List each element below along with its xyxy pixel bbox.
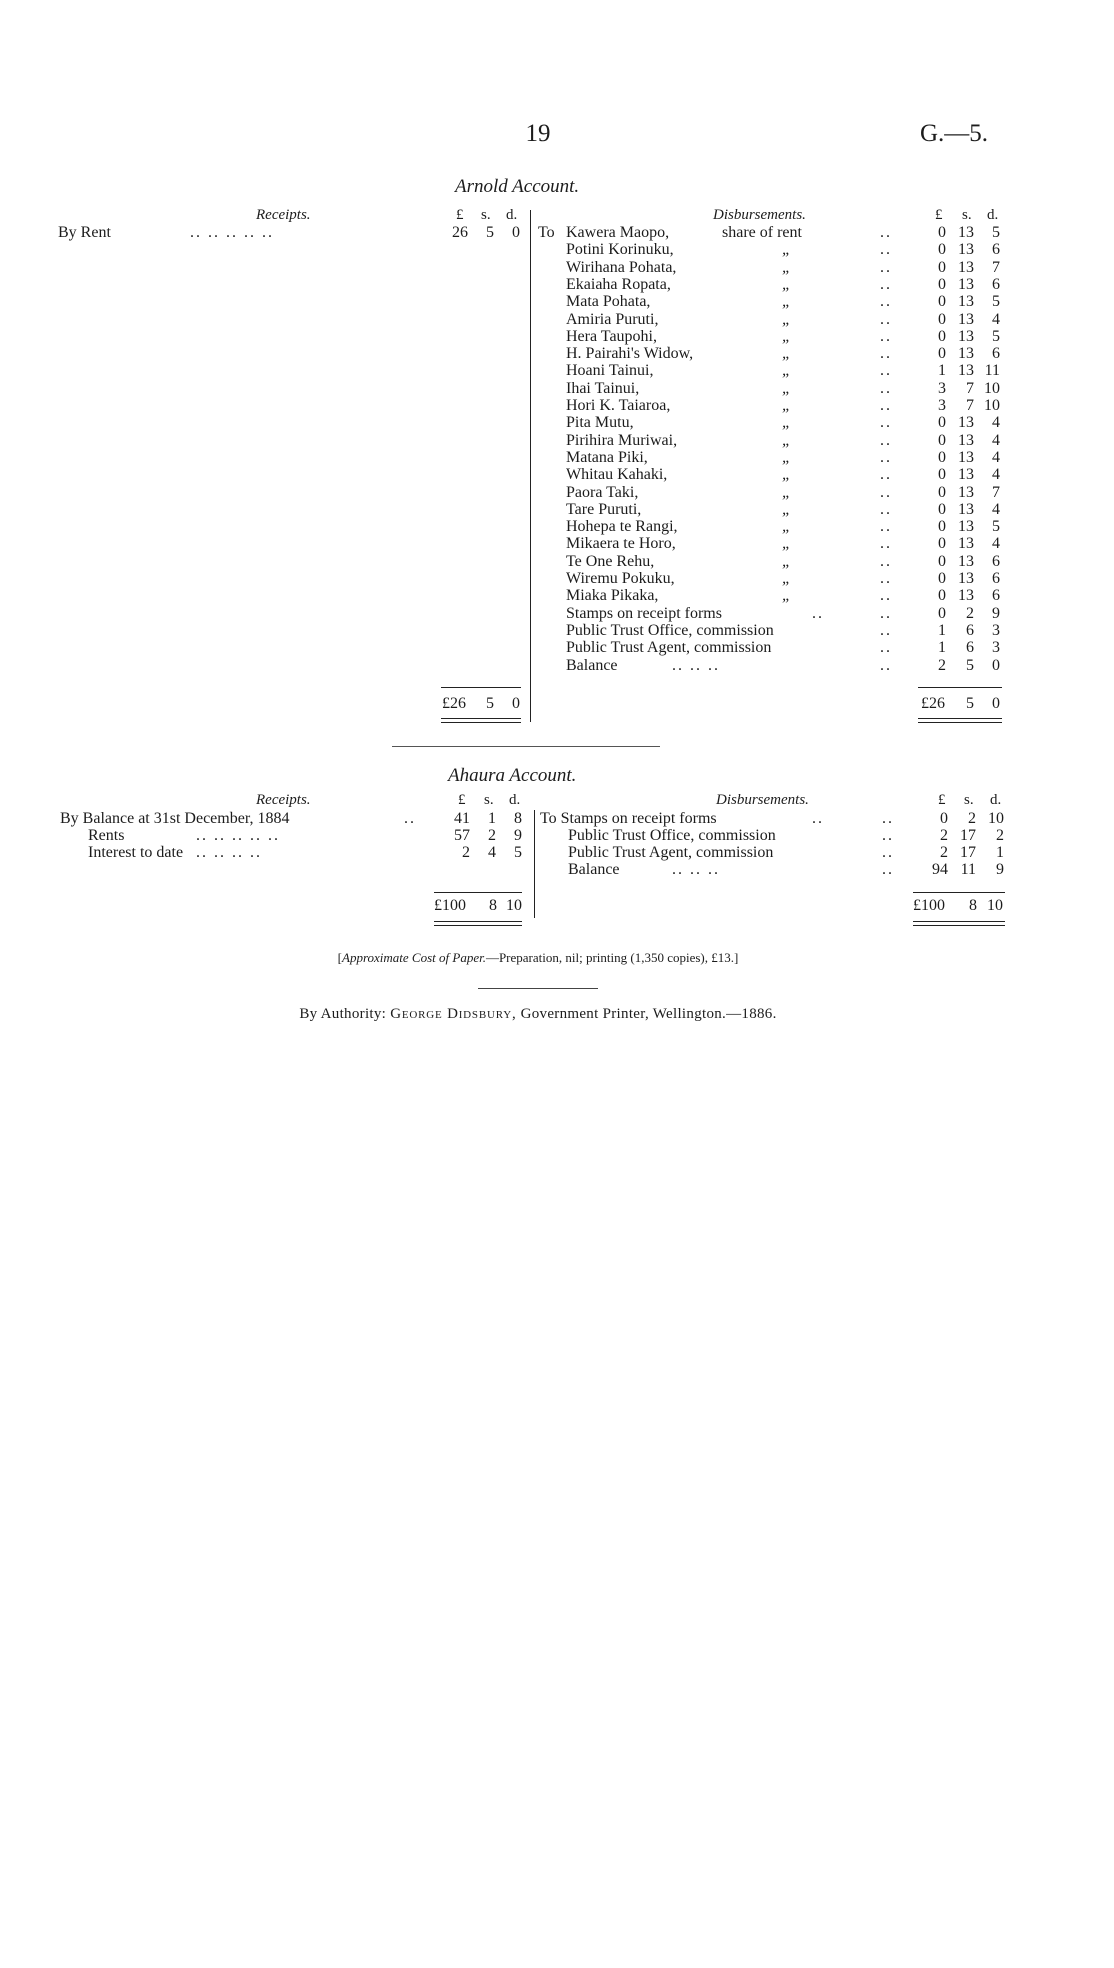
leader-dots: .. xyxy=(880,466,892,483)
ditto-mark: „ xyxy=(782,259,791,276)
imprint-rest: Government Printer, Wellington.—1886. xyxy=(520,1006,777,1022)
leader-dots: .. xyxy=(880,622,892,639)
ahaura-rule-above-total-left xyxy=(434,892,522,893)
arnold-double-rule-left-2 xyxy=(441,722,521,723)
leader-dots: .. xyxy=(880,224,892,241)
arnold-rule-above-total-left xyxy=(441,687,521,688)
arnold-col-pence-right: d. xyxy=(987,207,999,223)
arnold-share-of-rent: share of rent xyxy=(722,224,802,241)
leader-dots: .. .. .. .. .. xyxy=(196,827,280,844)
amount-pounds: 0 xyxy=(938,241,946,258)
amount-shillings: 13 xyxy=(958,570,974,587)
amount-pounds: 0 xyxy=(938,484,946,501)
ditto-mark: „ xyxy=(782,276,791,293)
cost-footnote: [Approximate Cost of Paper.—Preparation, nil; printing (1,350 copies), £13.] xyxy=(337,950,739,965)
arnold-col-pounds-right: £ xyxy=(935,207,943,223)
amount-pounds: 0 xyxy=(938,259,946,276)
amount-shillings: 17 xyxy=(960,844,976,861)
amount-shillings: 7 xyxy=(966,397,974,414)
ahaura-double-rule-left-1 xyxy=(434,921,522,922)
amount-shillings: 13 xyxy=(958,518,974,535)
ahaura-double-rule-left-2 xyxy=(434,925,522,926)
amount-pence: 5 xyxy=(992,293,1000,310)
ahaura-total-shillings-right: 8 xyxy=(969,897,977,914)
section-separator xyxy=(392,746,660,747)
amount-shillings: 1 xyxy=(488,810,496,827)
ditto-mark: „ xyxy=(782,414,791,431)
payee-name: Mata Pohata, xyxy=(566,293,651,310)
leader-dots: .. xyxy=(880,362,892,379)
arnold-double-rule-right-2 xyxy=(918,722,1002,723)
ahaura-total-pounds-left: £100 xyxy=(434,897,466,914)
amount-shillings: 13 xyxy=(958,311,974,328)
payee-name: Kawera Maopo, xyxy=(566,224,670,241)
amount-pounds: 0 xyxy=(938,311,946,328)
amount-pounds: 57 xyxy=(454,827,470,844)
ditto-mark: „ xyxy=(782,380,791,397)
leader-dots: .. xyxy=(880,259,892,276)
amount-pence: 6 xyxy=(992,553,1000,570)
ditto-mark: „ xyxy=(782,518,791,535)
amount-pounds: 1 xyxy=(938,362,946,379)
leader-dots: .. xyxy=(880,276,892,293)
ditto-mark: „ xyxy=(782,397,791,414)
payee-name: Amiria Puruti, xyxy=(566,311,659,328)
amount-pounds: 0 xyxy=(938,449,946,466)
cost-footnote-italic: Approximate Cost of Paper. xyxy=(342,950,486,965)
amount-shillings: 13 xyxy=(958,553,974,570)
ditto-mark: „ xyxy=(782,362,791,379)
ahaura-col-pence-right: d. xyxy=(990,792,1002,808)
amount-pence: 7 xyxy=(992,484,1000,501)
printer-imprint xyxy=(0,1006,1076,1023)
amount-pence: 4 xyxy=(992,466,1000,483)
arnold-total-pence-left: 0 xyxy=(512,695,520,712)
amount-pence: 11 xyxy=(984,362,1000,379)
payee-name: Public Trust Agent, commission xyxy=(566,639,772,656)
payee-name: Wiremu Pokuku, xyxy=(566,570,675,587)
leader-dots: .. xyxy=(880,432,892,449)
ditto-mark: „ xyxy=(782,328,791,345)
amount-pounds: 0 xyxy=(938,570,946,587)
ahaura-col-pounds-right: £ xyxy=(938,792,946,808)
amount-shillings: 13 xyxy=(958,345,974,362)
payee-name: Potini Korinuku, xyxy=(566,241,674,258)
leader-dots: .. xyxy=(880,449,892,466)
amount-pounds: 2 xyxy=(938,657,946,674)
payee-name: Ekaiaha Ropata, xyxy=(566,276,671,293)
arnold-column-divider xyxy=(530,210,531,722)
leader-dots: .. .. .. xyxy=(672,657,720,674)
arnold-receipt-leader: .. .. .. .. .. xyxy=(190,224,274,241)
amount-pounds: 0 xyxy=(938,518,946,535)
payee-name: H. Pairahi's Widow, xyxy=(566,345,694,362)
amount-shillings: 13 xyxy=(958,276,974,293)
ahaura-total-pence-left: 10 xyxy=(506,897,522,914)
ahaura-col-shillings-left: s. xyxy=(484,792,494,808)
amount-shillings: 11 xyxy=(960,861,976,878)
amount-shillings: 5 xyxy=(966,657,974,674)
leader-dots: .. xyxy=(880,414,892,431)
arnold-col-shillings-left: s. xyxy=(481,207,491,223)
amount-shillings: 2 xyxy=(488,827,496,844)
payee-name: Miaka Pikaka, xyxy=(566,587,659,604)
ahaura-double-rule-right-1 xyxy=(913,921,1005,922)
leader-dots: .. xyxy=(880,241,892,258)
amount-pounds: 2 xyxy=(940,827,948,844)
amount-shillings: 13 xyxy=(958,535,974,552)
amount-pence: 2 xyxy=(996,827,1004,844)
leader-dots: .. xyxy=(880,311,892,328)
ahaura-disbursements-label: Disbursements. xyxy=(716,792,809,808)
leader-dots: .. xyxy=(880,293,892,310)
ditto-mark: „ xyxy=(782,484,791,501)
ditto-mark: „ xyxy=(782,345,791,362)
leader-dots: .. xyxy=(880,380,892,397)
amount-pounds: 0 xyxy=(938,414,946,431)
disbursement-label: Public Trust Office, commission xyxy=(568,827,776,844)
arnold-col-pounds-left: £ xyxy=(456,207,464,223)
amount-shillings: 13 xyxy=(958,328,974,345)
amount-pounds: 0 xyxy=(940,810,948,827)
amount-pence: 3 xyxy=(992,639,1000,656)
amount-pence: 4 xyxy=(992,501,1000,518)
leader-dots: .. .. .. xyxy=(672,861,720,878)
amount-pounds: 0 xyxy=(938,535,946,552)
leader-dots: .. xyxy=(880,397,892,414)
amount-shillings: 4 xyxy=(488,844,496,861)
payee-name: Hori K. Taiaroa, xyxy=(566,397,671,414)
ahaura-col-pence-left: d. xyxy=(509,792,521,808)
leader-dots: .. xyxy=(880,553,892,570)
ditto-mark: „ xyxy=(782,570,791,587)
amount-pounds: 2 xyxy=(940,844,948,861)
ditto-mark: „ xyxy=(782,587,791,604)
amount-shillings: 13 xyxy=(958,241,974,258)
arnold-total-pence-right: 0 xyxy=(992,695,1000,712)
arnold-rule-above-total-right xyxy=(918,687,1002,688)
arnold-total-shillings-left: 5 xyxy=(486,695,494,712)
amount-pounds: 0 xyxy=(938,587,946,604)
amount-pence: 9 xyxy=(996,861,1004,878)
leader-dots: .. xyxy=(882,844,894,861)
payee-name: Whitau Kahaki, xyxy=(566,466,668,483)
leader-dots: .. xyxy=(880,345,892,362)
disbursement-label: To Stamps on receipt forms xyxy=(540,810,717,827)
amount-shillings: 6 xyxy=(966,622,974,639)
leader-dots: .. xyxy=(880,501,892,518)
payee-name: Pirihira Muriwai, xyxy=(566,432,678,449)
amount-pounds: 0 xyxy=(938,328,946,345)
document-reference: G.—5. xyxy=(920,120,989,147)
ditto-mark: „ xyxy=(782,535,791,552)
ahaura-col-shillings-right: s. xyxy=(964,792,974,808)
amount-pence: 9 xyxy=(992,605,1000,622)
amount-pounds: 0 xyxy=(938,501,946,518)
leader-dots: .. xyxy=(880,518,892,535)
amount-shillings: 2 xyxy=(968,810,976,827)
payee-name: Mikaera te Horo, xyxy=(566,535,676,552)
payee-name: Stamps on receipt forms xyxy=(566,605,722,622)
imprint-printer-name: George Didsbury, xyxy=(390,1006,517,1022)
amount-pence: 10 xyxy=(984,380,1000,397)
amount-shillings: 2 xyxy=(966,605,974,622)
amount-pence: 5 xyxy=(992,224,1000,241)
amount-pence: 8 xyxy=(514,810,522,827)
arnold-account-title: Arnold Account. xyxy=(455,176,580,197)
ditto-mark: „ xyxy=(782,501,791,518)
arnold-receipt-shillings: 5 xyxy=(486,224,494,241)
payee-name: Balance xyxy=(566,657,618,674)
amount-shillings: 6 xyxy=(966,639,974,656)
amount-shillings: 13 xyxy=(958,466,974,483)
ahaura-rule-above-total-right xyxy=(913,892,1005,893)
ahaura-double-rule-right-2 xyxy=(913,925,1005,926)
amount-pence: 4 xyxy=(992,449,1000,466)
amount-pounds: 0 xyxy=(938,432,946,449)
ditto-mark: „ xyxy=(782,553,791,570)
amount-shillings: 7 xyxy=(966,380,974,397)
arnold-receipt-pence: 0 xyxy=(512,224,520,241)
amount-shillings: 13 xyxy=(958,414,974,431)
arnold-col-pence-left: d. xyxy=(506,207,518,223)
leader-dots: .. xyxy=(882,810,894,827)
amount-pence: 4 xyxy=(992,535,1000,552)
amount-pounds: 94 xyxy=(932,861,948,878)
amount-pounds: 3 xyxy=(938,397,946,414)
cost-footnote-text: —Preparation, nil; printing (1,350 copies), £13. xyxy=(485,950,734,965)
amount-pence: 10 xyxy=(984,397,1000,414)
ahaura-column-divider xyxy=(534,810,535,918)
receipt-label: Interest to date xyxy=(88,844,184,861)
leader-dots: .. xyxy=(404,810,416,827)
imprint-rule xyxy=(478,988,598,989)
amount-shillings: 13 xyxy=(958,224,974,241)
arnold-double-rule-right-1 xyxy=(918,718,1002,719)
amount-shillings: 13 xyxy=(958,259,974,276)
amount-shillings: 17 xyxy=(960,827,976,844)
payee-name: Te One Rehu, xyxy=(566,553,655,570)
leader-dots: .. xyxy=(812,810,824,827)
ahaura-total-shillings-left: 8 xyxy=(489,897,497,914)
amount-pence: 0 xyxy=(992,657,1000,674)
ditto-mark: „ xyxy=(782,241,791,258)
arnold-receipt-pounds: 26 xyxy=(452,224,468,241)
amount-pence: 1 xyxy=(996,844,1004,861)
ditto-mark: „ xyxy=(782,311,791,328)
receipt-label: Rents xyxy=(88,827,125,844)
arnold-double-rule-left-1 xyxy=(441,718,521,719)
amount-pounds: 3 xyxy=(938,380,946,397)
payee-name: Paora Taki, xyxy=(566,484,639,501)
receipt-label: By Balance at 31st December, 1884 xyxy=(60,810,290,827)
leader-dots: .. xyxy=(812,605,824,622)
amount-shillings: 13 xyxy=(958,501,974,518)
leader-dots: .. xyxy=(882,861,894,878)
amount-pounds: 0 xyxy=(938,553,946,570)
arnold-col-shillings-right: s. xyxy=(962,207,972,223)
amount-pence: 4 xyxy=(992,414,1000,431)
amount-pence: 10 xyxy=(988,810,1004,827)
arnold-total-shillings-right: 5 xyxy=(966,695,974,712)
leader-dots: .. xyxy=(882,827,894,844)
payee-name: Hera Taupohi, xyxy=(566,328,657,345)
leader-dots: .. xyxy=(880,535,892,552)
amount-pence: 4 xyxy=(992,432,1000,449)
leader-dots: .. xyxy=(880,328,892,345)
arnold-total-pounds-left: £26 xyxy=(442,695,466,712)
ahaura-total-pounds-right: £100 xyxy=(913,897,945,914)
leader-dots: .. xyxy=(880,484,892,501)
amount-pounds: 1 xyxy=(938,639,946,656)
leader-dots: .. xyxy=(880,570,892,587)
payee-name: Wirihana Pohata, xyxy=(566,259,677,276)
amount-pence: 6 xyxy=(992,241,1000,258)
payee-name: Hohepa te Rangi, xyxy=(566,518,678,535)
ahaura-receipts-label: Receipts. xyxy=(256,792,311,808)
row-prefix: To xyxy=(538,224,555,241)
amount-pounds: 0 xyxy=(938,605,946,622)
amount-shillings: 13 xyxy=(958,449,974,466)
arnold-receipt-label: By Rent xyxy=(58,224,111,241)
imprint-by-authority: By Authority: xyxy=(299,1006,387,1022)
ditto-mark: „ xyxy=(782,466,791,483)
leader-dots: .. xyxy=(880,657,892,674)
arnold-disbursements-label: Disbursements. xyxy=(713,207,806,223)
amount-pence: 7 xyxy=(992,259,1000,276)
payee-name: Ihai Tainui, xyxy=(566,380,640,397)
disbursement-label: Public Trust Agent, commission xyxy=(568,844,774,861)
amount-shillings: 13 xyxy=(958,432,974,449)
ditto-mark: „ xyxy=(782,449,791,466)
amount-pence: 3 xyxy=(992,622,1000,639)
leader-dots: .. xyxy=(880,605,892,622)
payee-name: Matana Piki, xyxy=(566,449,648,466)
amount-pence: 6 xyxy=(992,570,1000,587)
amount-pence: 6 xyxy=(992,276,1000,293)
amount-shillings: 13 xyxy=(958,293,974,310)
arnold-total-pounds-right: £26 xyxy=(921,695,945,712)
amount-pounds: 1 xyxy=(938,622,946,639)
amount-pounds: 0 xyxy=(938,466,946,483)
payee-name: Pita Mutu, xyxy=(566,414,634,431)
amount-shillings: 13 xyxy=(958,362,974,379)
ahaura-total-pence-right: 10 xyxy=(987,897,1003,914)
amount-pounds: 41 xyxy=(454,810,470,827)
amount-pence: 6 xyxy=(992,587,1000,604)
amount-pence: 5 xyxy=(514,844,522,861)
amount-pounds: 0 xyxy=(938,293,946,310)
amount-pounds: 0 xyxy=(938,224,946,241)
page-number: 19 xyxy=(525,120,551,147)
payee-name: Hoani Tainui, xyxy=(566,362,654,379)
leader-dots: .. xyxy=(880,587,892,604)
amount-pounds: 2 xyxy=(462,844,470,861)
amount-pounds: 0 xyxy=(938,276,946,293)
ahaura-col-pounds-left: £ xyxy=(458,792,466,808)
leader-dots: .. .. .. .. xyxy=(196,844,262,861)
amount-pounds: 0 xyxy=(938,345,946,362)
amount-shillings: 13 xyxy=(958,484,974,501)
amount-pence: 9 xyxy=(514,827,522,844)
ahaura-account-title: Ahaura Account. xyxy=(448,765,577,786)
ditto-mark: „ xyxy=(782,293,791,310)
amount-pence: 6 xyxy=(992,345,1000,362)
disbursement-label: Balance xyxy=(568,861,620,878)
payee-name: Tare Puruti, xyxy=(566,501,642,518)
amount-pence: 4 xyxy=(992,311,1000,328)
amount-pence: 5 xyxy=(992,328,1000,345)
payee-name: Public Trust Office, commission xyxy=(566,622,774,639)
leader-dots: .. xyxy=(880,639,892,656)
ditto-mark: „ xyxy=(782,432,791,449)
amount-shillings: 13 xyxy=(958,587,974,604)
amount-pence: 5 xyxy=(992,518,1000,535)
arnold-receipts-label: Receipts. xyxy=(256,207,311,223)
